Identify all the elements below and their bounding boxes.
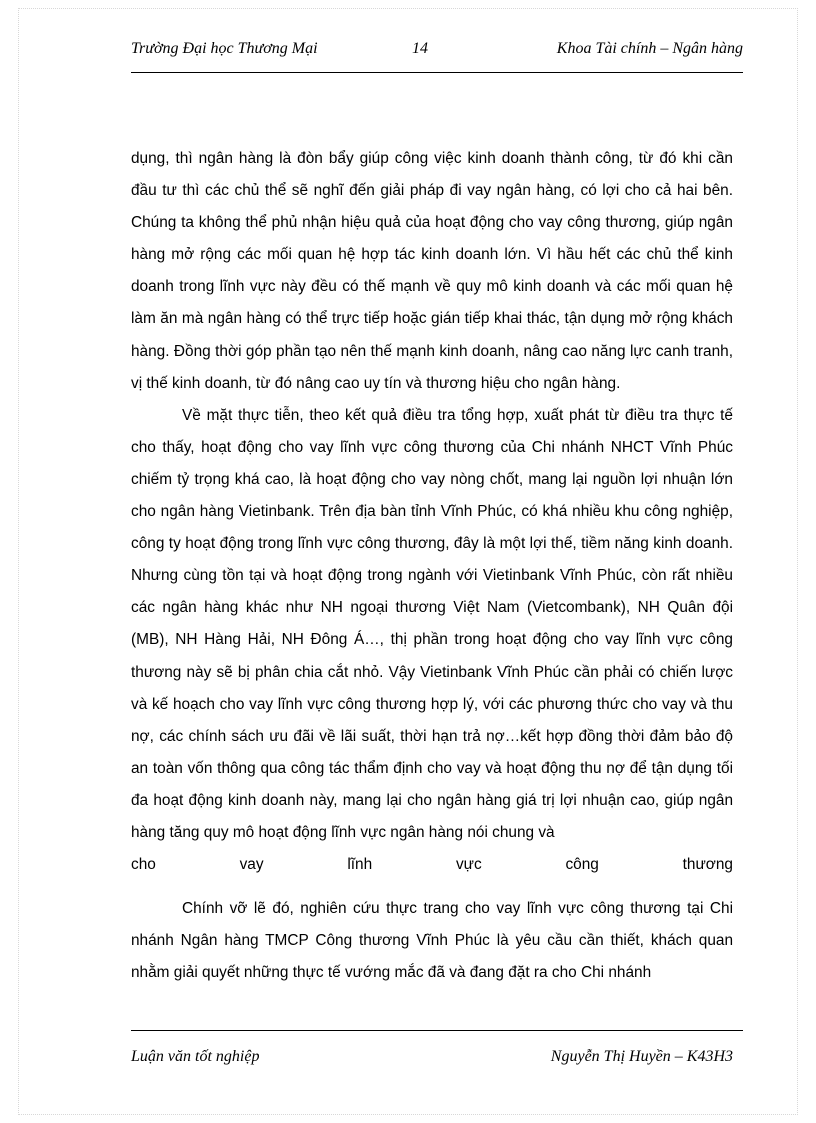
footer-thesis-label: Luận văn tốt nghiệp: [131, 1048, 260, 1065]
paragraph-2-last-line: cho vay lĩnh vực công thương: [131, 856, 733, 874]
page-footer: [131, 1048, 743, 1072]
header-divider: [131, 72, 743, 73]
paragraph-2: Về mặt thực tiễn, theo kết quả điều tra tổng hợp, xuất phát từ điều tra thực tế cho thấy, hoạt động cho vay lĩnh vực công thương của Chi nhánh NHCT Vĩnh Phúc chiếm tỷ trọng khá cao, là hoạt động cho vay nòng chốt, mang lại nguồn lợi nhuận lớn cho ngân hàng Vietinbank. Trên địa bàn tỉnh Vĩnh Phúc, có khá nhiều khu công nghiệp, công ty hoạt động trong lĩnh vực công thương, đây là một lợi thế, tiềm năng kinh doanh. Nhưng cùng tồn tại và hoạt động trong ngành với Vietinbank Vĩnh Phúc, còn rất nhiều các ngân hàng khác như NH ngoại thương Việt Nam (Vietcombank), NH Quân đội (MB), NH Hàng Hải, NH Đông Á…, thị phần trong hoạt động cho vay lĩnh vực công thương này sẽ bị phân chia cắt nhỏ. Vậy Vietinbank Vĩnh Phúc cần phải có chiến lược và kế hoạch cho vay lĩnh vực công thương hợp lý, với các phương thức cho vay và thu nợ, các chính sách ưu đãi về lãi suất, thời hạn trả nợ…kết hợp đồng thời đảm bảo độ an toàn vốn thông qua công tác thẩm định cho vay và hoạt động thu nợ để tận dụng tối đa hoạt động kinh doanh này, mang lại cho ngân hàng giá trị lợi nhuận cao, giúp ngân hàng tăng quy mô hoạt động lĩnh vực ngân hàng nói chung và: [131, 406, 733, 841]
footer-divider: [131, 1030, 743, 1031]
header-page-number: 14: [412, 40, 428, 57]
header-school-name: Trường Đại học Thương Mại: [131, 40, 318, 57]
paragraph-3: Chính vỡ lẽ đó, nghiên cứu thực trang cho vay lĩnh vực công thương tại Chi nhánh Ngân hàng TMCP Công thương Vĩnh Phúc là yêu cầu cần thiết, khách quan nhằm giải quyết những thực tế vướng mắc đã và đang đặt ra cho Chi nhánh: [131, 900, 733, 982]
document-body: [131, 143, 733, 989]
page-header: [131, 40, 743, 66]
header-faculty-name: Khoa Tài chính – Ngân hàng: [556, 40, 743, 57]
footer-author: Nguyễn Thị Huyền – K43H3: [550, 1048, 733, 1065]
paragraph-1: dụng, thì ngân hàng là đòn bẩy giúp công việc kinh doanh thành công, từ đó khi cần đầu tư thì các chủ thể sẽ nghĩ đến giải pháp đi vay ngân hàng, có lợi cho cả hai bên. Chúng ta không thể phủ nhận hiệu quả của hoạt động cho vay công thương, giúp ngân hàng mở rộng các mối quan hệ hợp tác kinh doanh lớn. Vì hầu hết các chủ thể kinh doanh trong lĩnh vực này đều có thế mạnh về quy mô kinh doanh và các mối quan hệ làm ăn mà ngân hàng có thể trực tiếp hoặc gián tiếp khai thác, tận dụng mở rộng khách hàng. Đồng thời góp phần tạo nên thế mạnh kinh doanh, nâng cao năng lực canh tranh, vị thế kinh doanh, từ đó nâng cao uy tín và thương hiệu cho ngân hàng.: [131, 150, 733, 392]
